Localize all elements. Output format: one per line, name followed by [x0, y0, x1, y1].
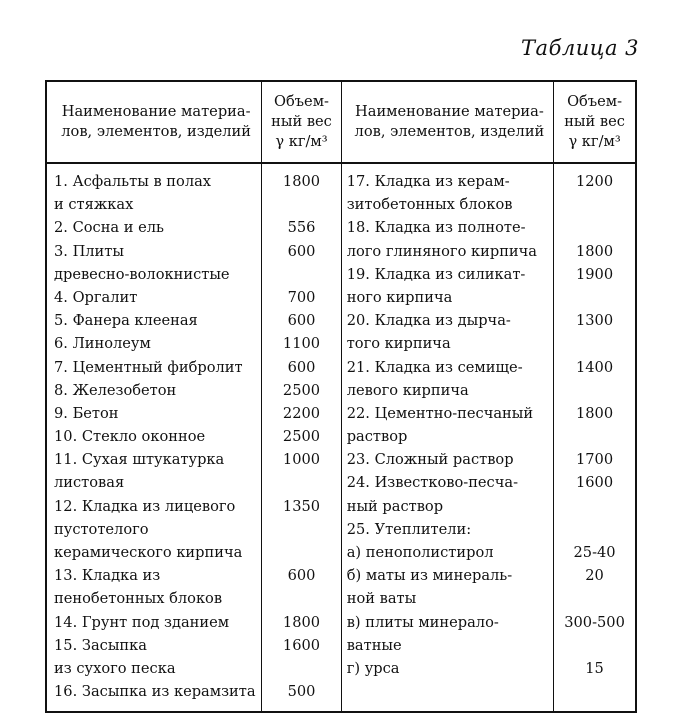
density-value	[554, 518, 635, 541]
density-value: 1400	[575, 358, 614, 376]
density-table	[45, 80, 637, 713]
density-value: 600	[287, 358, 316, 376]
density-value: 1900	[575, 265, 614, 283]
header-value-line: Объем-	[274, 93, 329, 110]
material-name-line: 15. Засыпка	[54, 636, 147, 654]
material-name-line: древесно-волокнистые	[54, 265, 230, 283]
density-value	[262, 193, 340, 216]
density-value: 1800	[575, 242, 614, 260]
density-value	[554, 286, 635, 309]
right-names-cell	[341, 163, 553, 712]
material-name-line: 10. Стекло оконное	[54, 428, 206, 446]
density-value	[554, 425, 635, 448]
material-name-line: ватные	[346, 636, 402, 654]
density-value	[554, 379, 635, 402]
density-value	[554, 216, 635, 239]
header-value-line: ный вес	[564, 113, 625, 130]
table-caption: Таблица 3	[521, 36, 639, 60]
density-value: 2500	[282, 381, 321, 399]
density-value: 1300	[575, 312, 614, 330]
header-name-line: лов, элементов, изделий	[354, 123, 545, 140]
density-value	[262, 518, 340, 541]
density-value: 1800	[282, 173, 321, 190]
material-name-line: листовая	[54, 474, 125, 492]
density-value: 500	[287, 683, 316, 701]
body-row	[46, 163, 636, 712]
header-value-line: γ кг/м³	[568, 133, 621, 150]
density-value: 15	[585, 659, 604, 677]
material-name-line: 11. Сухая штукатурка	[54, 451, 225, 469]
material-name-line: зитобетонных блоков	[346, 196, 513, 214]
material-name-line: 13. Кладка из	[54, 567, 161, 585]
material-name-line: 16. Засыпка из керамзита	[54, 683, 256, 701]
material-name-line: ного кирпича	[346, 288, 453, 306]
density-value: 1600	[575, 474, 614, 492]
density-value	[262, 541, 340, 564]
density-value	[262, 587, 340, 610]
material-name-line: керамического кирпича	[54, 544, 243, 561]
right-values-cell	[554, 163, 636, 712]
header-name-line: Наименование материа-	[355, 103, 544, 120]
density-value: 25-40	[573, 544, 616, 561]
density-value: 2200	[282, 404, 321, 422]
density-value: 1000	[282, 451, 321, 469]
density-value: 1100	[282, 335, 321, 353]
density-value: 1200	[575, 173, 614, 190]
density-value	[554, 587, 635, 610]
material-name-line: 8. Железобетон	[54, 381, 177, 399]
material-name-line: 19. Кладка из силикат-	[346, 265, 526, 283]
density-value: 300-500	[564, 613, 625, 631]
density-value	[554, 193, 635, 216]
density-value: 2500	[282, 428, 321, 446]
density-value	[554, 332, 635, 355]
density-value: 600	[287, 242, 316, 260]
density-value: 20	[585, 567, 604, 585]
material-name-line: и стяжках	[54, 196, 134, 214]
header-value-line: ный вес	[271, 113, 332, 130]
material-name-line: 23. Сложный раствор	[346, 451, 514, 469]
material-name-line: 25. Утеплители:	[346, 520, 472, 538]
material-name-line: пустотелого	[54, 520, 149, 538]
header-name-line: лов, элементов, изделий	[61, 123, 251, 140]
header-name-left	[46, 81, 262, 163]
header-value-left	[262, 81, 341, 163]
material-name-line: 2. Сосна и ель	[54, 219, 164, 237]
material-name-line: ной ваты	[346, 590, 417, 608]
density-value: 600	[287, 312, 316, 330]
header-value-line: Объем-	[567, 93, 623, 110]
material-name-line: б) маты из минераль-	[346, 567, 513, 585]
material-name-line: 18. Кладка из полноте-	[346, 219, 526, 237]
material-name-line: 14. Грунт под зданием	[54, 613, 230, 631]
density-value: 556	[287, 219, 316, 237]
material-name-line: г) урса	[346, 659, 400, 677]
left-values-cell	[262, 163, 341, 712]
density-value	[554, 495, 635, 518]
density-value: 1700	[575, 451, 614, 469]
header-name-right	[341, 81, 553, 163]
material-name-line: того кирпича	[346, 335, 451, 353]
density-value: 600	[287, 567, 316, 585]
material-name-line: пенобетонных блоков	[54, 590, 223, 608]
material-name-line: 24. Известково-песча-	[346, 474, 519, 492]
material-name-line: 22. Цементно-песчаный	[346, 404, 534, 422]
material-name-line: а) пенополистирол	[346, 544, 494, 561]
material-name-line: 6. Линолеум	[54, 335, 151, 353]
material-name-line: раствор	[346, 428, 408, 446]
density-value	[554, 634, 635, 657]
material-name-line: в) плиты минерало-	[346, 613, 499, 631]
material-name-line: 5. Фанера клееная	[54, 312, 198, 330]
density-value: 1600	[282, 636, 321, 654]
material-name-line: 7. Цементный фибролит	[54, 358, 243, 376]
header-value-right	[554, 81, 636, 163]
material-name-line: 21. Кладка из семище-	[346, 358, 523, 376]
density-value: 700	[287, 288, 316, 306]
material-name-line: из сухого песка	[54, 659, 176, 677]
density-value: 1800	[282, 613, 321, 631]
left-names-cell	[46, 163, 262, 712]
material-name-line: 1. Асфальты в полах	[54, 173, 212, 190]
material-name-line: 3. Плиты	[54, 242, 124, 260]
material-name-line: лого глиняного кирпича	[346, 242, 538, 260]
density-value	[262, 471, 340, 494]
header-name-line: Наименование материа-	[61, 103, 251, 120]
material-name-line: 4. Оргалит	[54, 288, 138, 306]
material-name-line: 12. Кладка из лицевого	[54, 497, 236, 515]
material-name-line: левого кирпича	[346, 381, 469, 399]
header-row	[46, 81, 636, 163]
material-name-line: 17. Кладка из керам-	[346, 173, 510, 190]
material-name-line: ный раствор	[346, 497, 444, 515]
density-value	[262, 263, 340, 286]
density-value	[262, 657, 340, 680]
header-value-line: γ кг/м³	[275, 133, 328, 150]
material-name-line: 20. Кладка из дырча-	[346, 312, 511, 330]
density-value: 1800	[575, 404, 614, 422]
density-value: 1350	[282, 497, 321, 515]
material-name-line: 9. Бетон	[54, 404, 119, 422]
